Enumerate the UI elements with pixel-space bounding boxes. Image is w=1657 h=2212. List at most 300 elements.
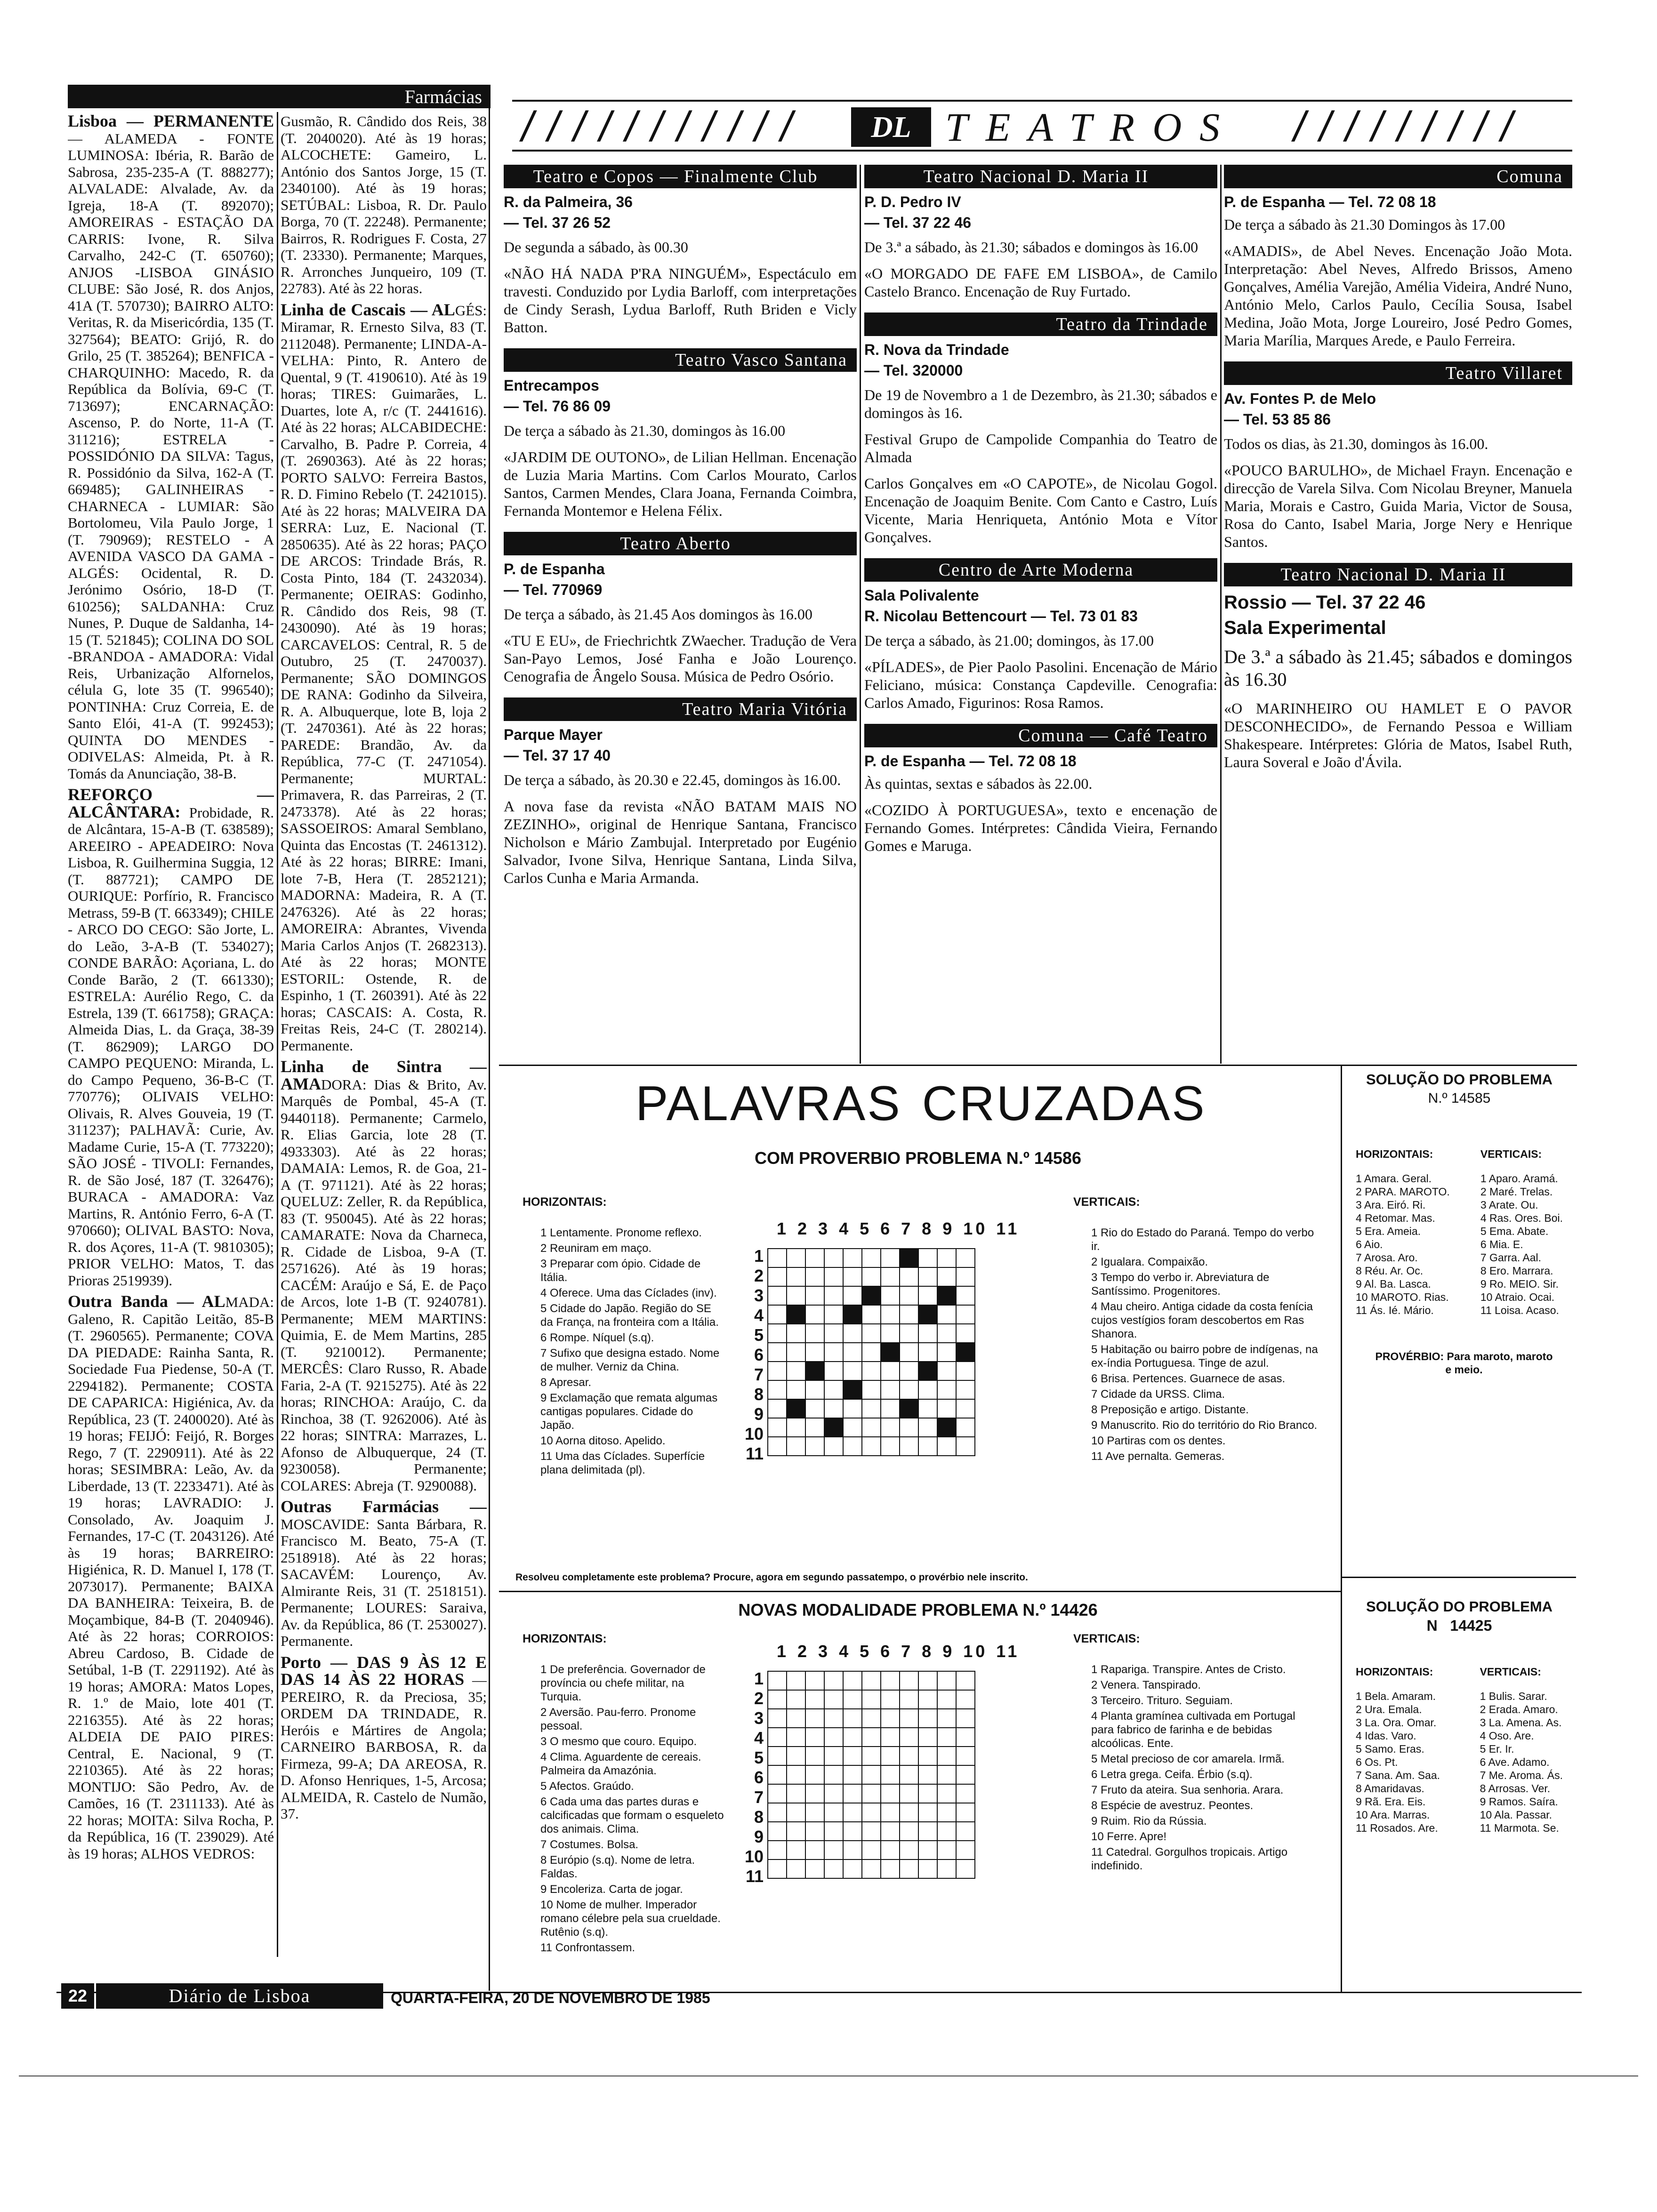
- crossword-cell[interactable]: [900, 1249, 918, 1267]
- crossword-cell[interactable]: [843, 1765, 862, 1784]
- crossword-cell[interactable]: [787, 1362, 805, 1380]
- crossword-cell[interactable]: [918, 1267, 937, 1286]
- crossword-cell[interactable]: [843, 1249, 862, 1267]
- crossword-cell[interactable]: [881, 1380, 900, 1399]
- crossword-cell[interactable]: [937, 1437, 956, 1456]
- crossword-cell[interactable]: [824, 1437, 843, 1456]
- crossword-cell[interactable]: [881, 1784, 900, 1803]
- crossword-cell[interactable]: [862, 1765, 881, 1784]
- crossword-cell[interactable]: [918, 1249, 937, 1267]
- crossword-cell[interactable]: [900, 1399, 918, 1418]
- crossword-cell[interactable]: [862, 1728, 881, 1747]
- crossword-cell[interactable]: [862, 1380, 881, 1399]
- problem2-v-list: [1073, 1663, 1318, 1873]
- crossword-cell[interactable]: [956, 1690, 975, 1709]
- crossword-cell[interactable]: [843, 1784, 862, 1803]
- crossword-cell[interactable]: [805, 1305, 824, 1324]
- crossword-cell[interactable]: [918, 1709, 937, 1728]
- crossword-cell[interactable]: [862, 1437, 881, 1456]
- crossword-cell[interactable]: [900, 1841, 918, 1859]
- pharmacy-region-heading: Outras Farmácias —: [281, 1497, 487, 1516]
- crossword-cell[interactable]: [843, 1324, 862, 1343]
- clue-item: 11 Catedral. Gorgulhos tropicais. Artigo indefinido.: [1091, 1846, 1288, 1872]
- crossword-cell[interactable]: [787, 1399, 805, 1418]
- solution-line: 10 Ala. Passar.: [1480, 1809, 1552, 1821]
- pharmacy-list-text: Gusmão, R. Cândido dos Reis, 38 (T. 2040020). Até às 19 horas; ALCOCHETE: Gameiro, L. António dos Santos Jorge, 15 (T. 2340100). Até às 19 horas; SETÚBAL: Lisboa, R. Dr. Paulo Borga, 70 (T. 22248). Permanente; Bairros, R. Rodrigues F. Costa, 27 (T. 23330). Permanente; Marques, R. Arronches Junqueiro, 109 (T. 22783). Até às 22 horas.: [281, 113, 487, 297]
- crossword-cell[interactable]: [824, 1765, 843, 1784]
- problem2-h-list: [523, 1663, 725, 1955]
- solution-line: 10 MAROTO. Rias.: [1356, 1291, 1449, 1303]
- crossword-cell[interactable]: [843, 1728, 862, 1747]
- crossword-cell[interactable]: [824, 1305, 843, 1324]
- crossword-cell[interactable]: [805, 1765, 824, 1784]
- crossword-cell[interactable]: [862, 1249, 881, 1267]
- crossword-cell[interactable]: [805, 1399, 824, 1418]
- crossword-cell[interactable]: [768, 1709, 787, 1728]
- crossword-cell[interactable]: [824, 1286, 843, 1305]
- crossword-cell[interactable]: [824, 1249, 843, 1267]
- theater-address: Entrecampos: [504, 377, 599, 394]
- crossword-cell[interactable]: [843, 1286, 862, 1305]
- crossword-cell[interactable]: [937, 1859, 956, 1878]
- crossword-cell[interactable]: [881, 1418, 900, 1437]
- crossword-cell[interactable]: [881, 1841, 900, 1859]
- crossword-cell[interactable]: [843, 1399, 862, 1418]
- crossword-cell[interactable]: [787, 1841, 805, 1859]
- theater-name-bar: Teatro Nacional D. Maria II: [1224, 563, 1572, 586]
- crossword-cell[interactable]: [918, 1765, 937, 1784]
- crossword-cell[interactable]: [787, 1671, 805, 1690]
- crossword-cell[interactable]: [862, 1841, 881, 1859]
- crossword-cell[interactable]: [900, 1267, 918, 1286]
- crossword-cell[interactable]: [937, 1709, 956, 1728]
- crossword-cell[interactable]: [956, 1803, 975, 1822]
- farmacias-column-1: [68, 113, 274, 1958]
- crossword-cell[interactable]: [956, 1709, 975, 1728]
- crossword-cell[interactable]: [805, 1418, 824, 1437]
- crossword-cell[interactable]: [956, 1399, 975, 1418]
- crossword-cell[interactable]: [900, 1343, 918, 1362]
- crossword-cell[interactable]: [805, 1249, 824, 1267]
- crossword-cell[interactable]: [824, 1343, 843, 1362]
- clue-item: 7 Cidade da URSS. Clima.: [1091, 1388, 1225, 1401]
- crossword-cell[interactable]: [787, 1859, 805, 1878]
- crossword-cell[interactable]: [937, 1380, 956, 1399]
- crossword-cell[interactable]: [824, 1803, 843, 1822]
- crossword-cell[interactable]: [768, 1437, 787, 1456]
- problem1-grid: [767, 1248, 975, 1456]
- crossword-cell[interactable]: [900, 1305, 918, 1324]
- clue-item: 8 Apresar.: [540, 1376, 592, 1389]
- crossword-cell[interactable]: [881, 1803, 900, 1822]
- crossword-cell[interactable]: [768, 1784, 787, 1803]
- crossword-cell[interactable]: [805, 1267, 824, 1286]
- crossword-cell[interactable]: [918, 1305, 937, 1324]
- crossword-cell[interactable]: [787, 1709, 805, 1728]
- crossword-cell[interactable]: [824, 1671, 843, 1690]
- crossword-cell[interactable]: [937, 1399, 956, 1418]
- crossword-cell[interactable]: [843, 1437, 862, 1456]
- crossword-cell[interactable]: [843, 1362, 862, 1380]
- pharmacy-entry: [68, 786, 274, 1289]
- crossword-cell[interactable]: [787, 1765, 805, 1784]
- crossword-cell[interactable]: [918, 1324, 937, 1343]
- palavras-title-right: CRUZADAS: [922, 1076, 1207, 1131]
- clue-item: 10 Nome de mulher. Imperador romano célebre pela sua crueldade. Rutênio (s.q).: [540, 1899, 721, 1939]
- crossword-cell[interactable]: [805, 1362, 824, 1380]
- clue-item: 4 Mau cheiro. Antiga cidade da costa fenícia cujos vestígios foram descobertos em Ras Shanora.: [1091, 1300, 1313, 1340]
- crossword-cell[interactable]: [918, 1399, 937, 1418]
- crossword-cell[interactable]: [805, 1690, 824, 1709]
- theater-description: «COZIDO À PORTUGUESA», texto e encenação de Fernando Gomes. Intérpretes: Cândida Vieira, Fernando Gomes e Maruga.: [864, 801, 1217, 854]
- crossword-cell[interactable]: [881, 1747, 900, 1765]
- crossword-cell[interactable]: [824, 1418, 843, 1437]
- crossword-cell[interactable]: [805, 1437, 824, 1456]
- problem1-h-label: HORIZONTAIS:: [523, 1195, 607, 1209]
- crossword-cell[interactable]: [805, 1822, 824, 1841]
- clue-item: 6 Letra grega. Ceifa. Érbio (s.q).: [1091, 1768, 1253, 1781]
- crossword-cell[interactable]: [768, 1822, 787, 1841]
- crossword-cell[interactable]: [937, 1841, 956, 1859]
- crossword-cell[interactable]: [956, 1841, 975, 1859]
- crossword-cell[interactable]: [787, 1305, 805, 1324]
- crossword-cell[interactable]: [862, 1267, 881, 1286]
- crossword-cell[interactable]: [956, 1362, 975, 1380]
- crossword-cell[interactable]: [918, 1362, 937, 1380]
- crossword-cell[interactable]: [805, 1709, 824, 1728]
- crossword-cell[interactable]: [787, 1437, 805, 1456]
- crossword-cell[interactable]: [918, 1822, 937, 1841]
- crossword-cell[interactable]: [805, 1747, 824, 1765]
- crossword-cell[interactable]: [787, 1286, 805, 1305]
- crossword-cell[interactable]: [900, 1324, 918, 1343]
- crossword-cell[interactable]: [900, 1747, 918, 1765]
- crossword-cell[interactable]: [805, 1784, 824, 1803]
- crossword-cell[interactable]: [956, 1249, 975, 1267]
- crossword-cell[interactable]: [768, 1418, 787, 1437]
- crossword-cell[interactable]: [805, 1671, 824, 1690]
- clue-item: 6 Brisa. Pertences. Guarnece de asas.: [1091, 1372, 1286, 1385]
- crossword-cell[interactable]: [956, 1822, 975, 1841]
- crossword-cell[interactable]: [787, 1728, 805, 1747]
- crossword-cell[interactable]: [824, 1784, 843, 1803]
- crossword-cell[interactable]: [768, 1305, 787, 1324]
- crossword-cell[interactable]: [787, 1249, 805, 1267]
- clue-item: 11 Ave pernalta. Gemeras.: [1091, 1450, 1225, 1463]
- crossword-cell[interactable]: [843, 1822, 862, 1841]
- crossword-cell[interactable]: [937, 1747, 956, 1765]
- crossword-cell[interactable]: [862, 1305, 881, 1324]
- crossword-cell[interactable]: [805, 1803, 824, 1822]
- crossword-cell[interactable]: [918, 1784, 937, 1803]
- crossword-cell[interactable]: [900, 1859, 918, 1878]
- crossword-cell[interactable]: [937, 1784, 956, 1803]
- crossword-cell[interactable]: [768, 1859, 787, 1878]
- crossword-cell[interactable]: [937, 1728, 956, 1747]
- crossword-cell[interactable]: [881, 1267, 900, 1286]
- clue-item: 3 O mesmo que couro. Equipo.: [540, 1735, 697, 1748]
- crossword-cell[interactable]: [768, 1841, 787, 1859]
- crossword-cell[interactable]: [805, 1728, 824, 1747]
- crossword-cell[interactable]: [862, 1859, 881, 1878]
- theater-schedule: De 3.ª a sábado, às 21.30; sábados e domingos às 16.00: [864, 239, 1199, 256]
- crossword-cell[interactable]: [900, 1709, 918, 1728]
- solution-line: 1 Aparo. Aramá.: [1480, 1172, 1558, 1185]
- crossword-cell[interactable]: [768, 1286, 787, 1305]
- crossword-cell[interactable]: [937, 1418, 956, 1437]
- crossword-cell[interactable]: [956, 1784, 975, 1803]
- solution-line: 10 Atraio. Ocai.: [1480, 1291, 1555, 1303]
- crossword-cell[interactable]: [824, 1709, 843, 1728]
- crossword-cell[interactable]: [937, 1286, 956, 1305]
- teatros-title-box: [512, 100, 1572, 152]
- crossword-cell[interactable]: [918, 1859, 937, 1878]
- crossword-cell[interactable]: [937, 1822, 956, 1841]
- crossword-cell[interactable]: [824, 1324, 843, 1343]
- crossword-cell[interactable]: [824, 1267, 843, 1286]
- teatros-divider-2: [1220, 165, 1222, 1064]
- crossword-cell[interactable]: [768, 1728, 787, 1747]
- theater-schedule: De terça a sábado, às 20.30 e 22.45, domingos às 16.00.: [504, 771, 841, 788]
- crossword-cell[interactable]: [768, 1747, 787, 1765]
- crossword-cell[interactable]: [956, 1267, 975, 1286]
- crossword-cell[interactable]: [787, 1784, 805, 1803]
- crossword-cell[interactable]: [956, 1380, 975, 1399]
- crossword-cell[interactable]: [824, 1747, 843, 1765]
- crossword-cell[interactable]: [881, 1709, 900, 1728]
- crossword-cell[interactable]: [881, 1399, 900, 1418]
- crossword-cell[interactable]: [918, 1286, 937, 1305]
- teatros-column-1: [504, 165, 857, 1064]
- crossword-cell[interactable]: [862, 1690, 881, 1709]
- crossword-cell[interactable]: [862, 1671, 881, 1690]
- crossword-cell[interactable]: [956, 1305, 975, 1324]
- problem1-h-list: [523, 1226, 720, 1477]
- crossword-cell[interactable]: [768, 1399, 787, 1418]
- crossword-cell[interactable]: [881, 1437, 900, 1456]
- crossword-cell[interactable]: [787, 1324, 805, 1343]
- pharmacy-region-heading: Linha de Sintra — AMA: [281, 1057, 487, 1093]
- crossword-cell[interactable]: [824, 1859, 843, 1878]
- row-number: 5: [754, 1325, 764, 1345]
- crossword-cell[interactable]: [900, 1784, 918, 1803]
- solution-line: 6 Mia. E.: [1480, 1238, 1523, 1250]
- crossword-cell[interactable]: [768, 1324, 787, 1343]
- crossword-cell[interactable]: [768, 1671, 787, 1690]
- crossword-cell[interactable]: [918, 1690, 937, 1709]
- row-number: 3: [754, 1286, 764, 1305]
- crossword-cell[interactable]: [956, 1859, 975, 1878]
- crossword-cell[interactable]: [900, 1437, 918, 1456]
- crossword-cell[interactable]: [937, 1765, 956, 1784]
- crossword-cell[interactable]: [956, 1324, 975, 1343]
- solution-line: 8 Arrosas. Ver.: [1480, 1782, 1551, 1795]
- crossword-cell[interactable]: [787, 1267, 805, 1286]
- crossword-cell[interactable]: [843, 1803, 862, 1822]
- crossword-cell[interactable]: [862, 1822, 881, 1841]
- crossword-cell[interactable]: [937, 1803, 956, 1822]
- crossword-cell[interactable]: [787, 1418, 805, 1437]
- crossword-cell[interactable]: [956, 1671, 975, 1690]
- crossword-cell[interactable]: [956, 1765, 975, 1784]
- crossword-cell[interactable]: [862, 1343, 881, 1362]
- crossword-cell[interactable]: [768, 1765, 787, 1784]
- clue-item: 7 Sufixo que designa estado. Nome de mulher. Verniz da China.: [540, 1347, 720, 1373]
- crossword-cell[interactable]: [900, 1728, 918, 1747]
- crossword-cell[interactable]: [900, 1690, 918, 1709]
- crossword-cell[interactable]: [937, 1305, 956, 1324]
- clue-item: 8 Európio (s.q). Nome de letra. Faldas.: [540, 1854, 695, 1880]
- theater-description: «PÍLADES», de Pier Paolo Pasolini. Encenação de Mário Feliciano, música: Constança Capdeville. Cenografia: Carlos Amado, Figurinos: Rosa Ramos.: [864, 658, 1217, 711]
- crossword-cell[interactable]: [824, 1362, 843, 1380]
- crossword-cell[interactable]: [787, 1803, 805, 1822]
- clue-item: 9 Manuscrito. Rio do território do Rio Branco.: [1091, 1419, 1318, 1432]
- theater-listing: [504, 165, 857, 336]
- crossword-cell[interactable]: [900, 1671, 918, 1690]
- crossword-cell[interactable]: [824, 1380, 843, 1399]
- crossword-cell[interactable]: [787, 1380, 805, 1399]
- crossword-cell[interactable]: [843, 1418, 862, 1437]
- crossword-cell[interactable]: [768, 1267, 787, 1286]
- dl-logo: DL: [851, 107, 931, 147]
- crossword-cell[interactable]: [900, 1418, 918, 1437]
- crossword-cell[interactable]: [805, 1343, 824, 1362]
- crossword-cell[interactable]: [862, 1324, 881, 1343]
- crossword-cell[interactable]: [862, 1362, 881, 1380]
- crossword-cell[interactable]: [768, 1803, 787, 1822]
- crossword-cell[interactable]: [787, 1690, 805, 1709]
- crossword-cell[interactable]: [918, 1841, 937, 1859]
- row-number: 4: [754, 1306, 764, 1325]
- theater-description: Carlos Gonçalves em «O CAPOTE», de Nicolau Gogol. Encenação de Joaquim Benite. Com Canto e Castro, Luís Vicente, Maria Henriqueta, António Mota e Vítor Gonçalves.: [864, 475, 1217, 545]
- crossword-cell[interactable]: [900, 1380, 918, 1399]
- solution-line: 6 Ave. Adamo.: [1480, 1756, 1550, 1768]
- crossword-cell[interactable]: [768, 1249, 787, 1267]
- problem1-column-numbers: 1 2 3 4 5 6 7 8 9 10 11: [777, 1219, 1020, 1238]
- theater-address: Sala Polivalente: [864, 587, 979, 604]
- clue-item: 9 Ruim. Rio da Rússia.: [1091, 1815, 1207, 1827]
- crossword-cell[interactable]: [918, 1380, 937, 1399]
- crossword-cell[interactable]: [881, 1822, 900, 1841]
- crossword-cell[interactable]: [956, 1343, 975, 1362]
- crossword-cell[interactable]: [768, 1690, 787, 1709]
- solution-line: 4 Idas. Varo.: [1356, 1730, 1416, 1742]
- crossword-cell[interactable]: [937, 1671, 956, 1690]
- crossword-cell[interactable]: [824, 1841, 843, 1859]
- crossword-cell[interactable]: [805, 1841, 824, 1859]
- crossword-cell[interactable]: [918, 1671, 937, 1690]
- crossword-cell[interactable]: [843, 1709, 862, 1728]
- crossword-cell[interactable]: [768, 1362, 787, 1380]
- crossword-cell[interactable]: [937, 1343, 956, 1362]
- crossword-cell[interactable]: [937, 1249, 956, 1267]
- crossword-cell[interactable]: [881, 1859, 900, 1878]
- crossword-cell[interactable]: [956, 1728, 975, 1747]
- solution-2-v-list: [1480, 1690, 1563, 1835]
- crossword-cell[interactable]: [862, 1784, 881, 1803]
- crossword-cell[interactable]: [805, 1324, 824, 1343]
- crossword-cell[interactable]: [768, 1343, 787, 1362]
- crossword-cell[interactable]: [805, 1286, 824, 1305]
- crossword-cell[interactable]: [918, 1418, 937, 1437]
- crossword-cell[interactable]: [881, 1249, 900, 1267]
- crossword-cell[interactable]: [881, 1362, 900, 1380]
- crossword-cell[interactable]: [768, 1380, 787, 1399]
- crossword-cell[interactable]: [843, 1690, 862, 1709]
- theater-telephone: — Tel. 76 86 09: [504, 398, 611, 415]
- theater-name-bar: Teatro Nacional D. Maria II: [864, 165, 1217, 188]
- crossword-cell[interactable]: [900, 1286, 918, 1305]
- crossword-cell[interactable]: [937, 1267, 956, 1286]
- crossword-cell[interactable]: [787, 1747, 805, 1765]
- crossword-cell[interactable]: [881, 1343, 900, 1362]
- crossword-cell[interactable]: [862, 1747, 881, 1765]
- crossword-cell[interactable]: [918, 1728, 937, 1747]
- crossword-cell[interactable]: [956, 1286, 975, 1305]
- crossword-cell[interactable]: [843, 1859, 862, 1878]
- crossword-cell[interactable]: [937, 1324, 956, 1343]
- crossword-cell[interactable]: [824, 1399, 843, 1418]
- crossword-cell[interactable]: [805, 1859, 824, 1878]
- solution-line: 2 Maré. Trelas.: [1480, 1186, 1553, 1198]
- crossword-cell[interactable]: [956, 1418, 975, 1437]
- crossword-cell[interactable]: [824, 1822, 843, 1841]
- theater-listing: [1224, 165, 1572, 349]
- crossword-cell[interactable]: [881, 1305, 900, 1324]
- crossword-cell[interactable]: [900, 1822, 918, 1841]
- crossword-cell[interactable]: [805, 1380, 824, 1399]
- crossword-cell[interactable]: [862, 1286, 881, 1305]
- crossword-cell[interactable]: [881, 1690, 900, 1709]
- crossword-cell[interactable]: [787, 1822, 805, 1841]
- crossword-cell[interactable]: [843, 1343, 862, 1362]
- crossword-cell[interactable]: [843, 1380, 862, 1399]
- crossword-cell[interactable]: [881, 1765, 900, 1784]
- crossword-cell[interactable]: [918, 1803, 937, 1822]
- crossword-cell[interactable]: [843, 1747, 862, 1765]
- crossword-cell[interactable]: [881, 1728, 900, 1747]
- crossword-cell[interactable]: [843, 1671, 862, 1690]
- crossword-cell[interactable]: [900, 1765, 918, 1784]
- solution-line: 8 Réu. Ar. Oc.: [1356, 1265, 1424, 1277]
- crossword-cell[interactable]: [918, 1437, 937, 1456]
- crossword-cell[interactable]: [843, 1841, 862, 1859]
- crossword-cell[interactable]: [881, 1286, 900, 1305]
- crossword-cell[interactable]: [862, 1399, 881, 1418]
- theater-description: «POUCO BARULHO», de Michael Frayn. Encenação e direcção de Varela Silva. Com Nicolau Breyner, Manuela Maria, Morais e Castro, Guida Maria, Victor de Sousa, Rosa do Canto, Isabel Maria, Jorge Nery e Henrique Santos.: [1224, 462, 1572, 550]
- crossword-cell[interactable]: [862, 1803, 881, 1822]
- crossword-cell[interactable]: [900, 1362, 918, 1380]
- crossword-cell[interactable]: [843, 1305, 862, 1324]
- crossword-cell[interactable]: [843, 1267, 862, 1286]
- solution-line: 3 La. Amena. As.: [1480, 1716, 1562, 1729]
- crossword-cell[interactable]: [862, 1418, 881, 1437]
- solution-line: 7 Garra. Aal.: [1480, 1251, 1541, 1264]
- crossword-cell[interactable]: [956, 1437, 975, 1456]
- crossword-cell[interactable]: [918, 1343, 937, 1362]
- crossword-cell[interactable]: [787, 1343, 805, 1362]
- crossword-cell[interactable]: [937, 1362, 956, 1380]
- crossword-cell[interactable]: [900, 1803, 918, 1822]
- crossword-cell[interactable]: [881, 1324, 900, 1343]
- crossword-cell[interactable]: [937, 1690, 956, 1709]
- crossword-cell[interactable]: [881, 1671, 900, 1690]
- crossword-cell[interactable]: [918, 1747, 937, 1765]
- crossword-cell[interactable]: [824, 1728, 843, 1747]
- crossword-cell[interactable]: [862, 1709, 881, 1728]
- crossword-cell[interactable]: [956, 1747, 975, 1765]
- crossword-cell[interactable]: [824, 1690, 843, 1709]
